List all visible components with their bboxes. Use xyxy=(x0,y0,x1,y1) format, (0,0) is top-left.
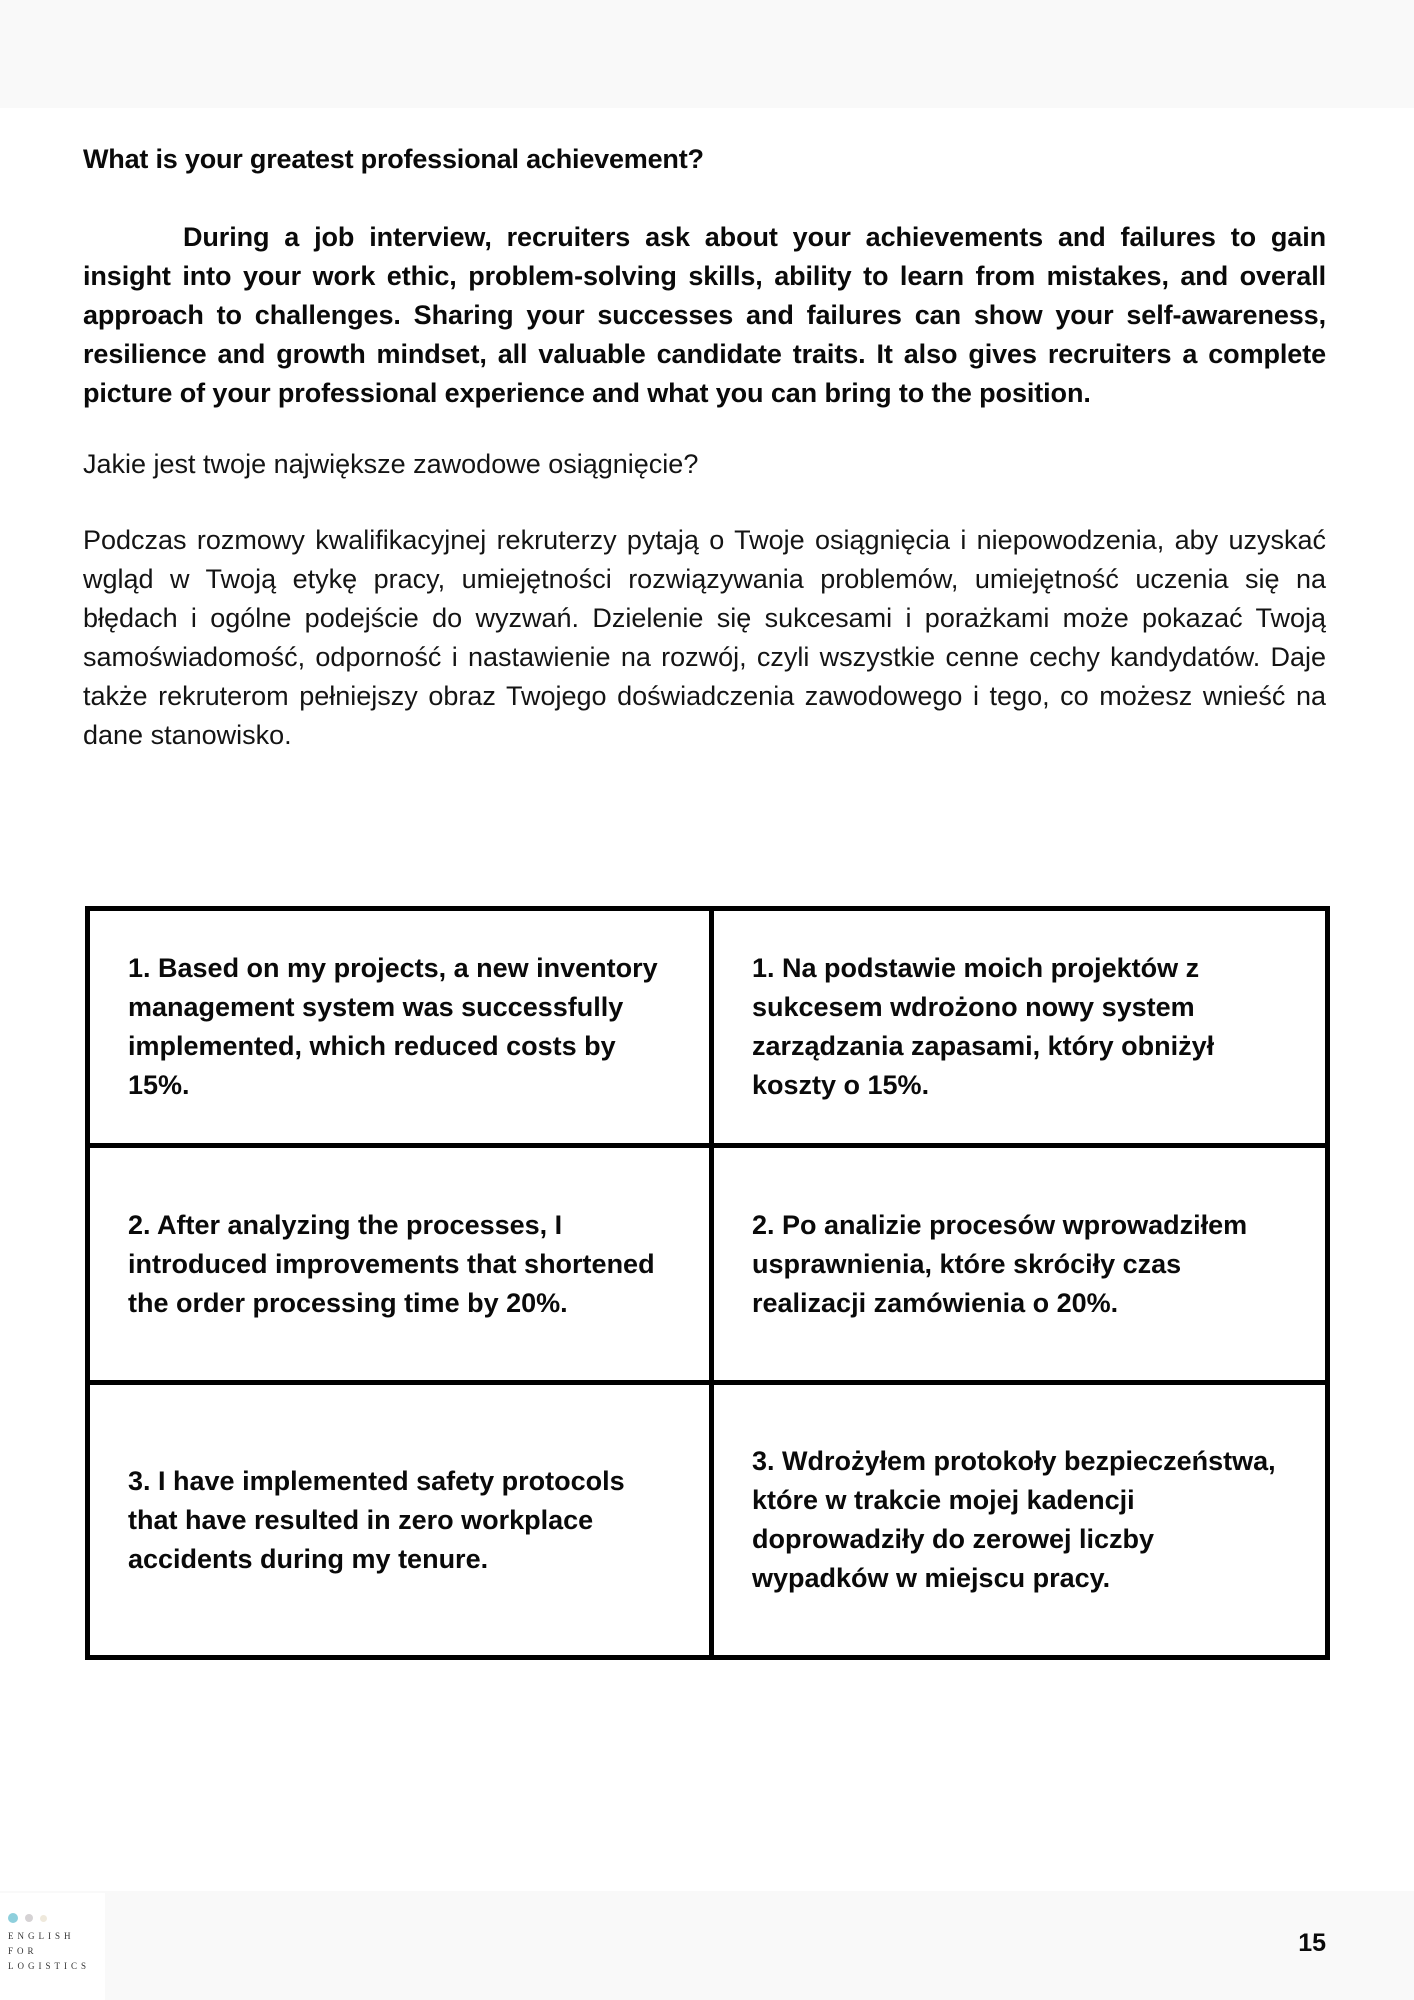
answer-english-cell: 1. Based on my projects, a new inventory management system was successfully implemented, which reduced costs by 15%. xyxy=(88,909,712,1146)
answers-table xyxy=(85,906,1330,1660)
english-for-logistics-logo xyxy=(0,1893,105,2000)
polish-question-heading: Jakie jest twoje największe zawodowe osiągnięcie? xyxy=(83,449,699,479)
page-content xyxy=(83,140,1326,755)
answer-polish-cell: 1. Na podstawie moich projektów z sukcesem wdrożono nowy system zarządzania zapasami, który obniżył koszty o 15%. xyxy=(712,909,1328,1146)
answer-polish-cell: 2. Po analizie procesów wprowadziłem usprawnienia, które skróciły czas realizacji zamówienia o 20%. xyxy=(712,1146,1328,1383)
english-explanation-paragraph: During a job interview, recruiters ask about your achievements and failures to gain insight into your work ethic, problem-solving skills, ability to learn from mistakes, and overall approach to challenges. Sharing your successes and failures can show your self-awareness, resilience and growth mindset, all valuable candidate traits. It also gives recruiters a complete picture of your professional experience and what you can bring to the position. xyxy=(83,222,1326,408)
polish-explanation-paragraph: Podczas rozmowy kwalifikacyjnej rekruterzy pytają o Twoje osiągnięcia i niepowodzenia, aby uzyskać wgląd w Twoją etykę pracy, umiejętności rozwiązywania problemów, umiejętność uczenia się na błędach i ogólne podejście do wyzwań. Dzielenie się sukcesami i porażkami może pokazać Twoją samoświadomość, odporność i nastawienie na rozwój, czyli wszystkie cenne cechy kandydatów. Daje także rekruterom pełniejszy obraz Twojego doświadczenia zawodowego i tego, co możesz wnieść na dane stanowisko. xyxy=(83,525,1326,750)
logo-wordmark xyxy=(8,1929,90,1974)
table-row xyxy=(88,1383,1328,1658)
logo-line-2: FOR xyxy=(8,1946,38,1956)
logo-dot-beige xyxy=(40,1915,47,1922)
logo-dot-blue xyxy=(8,1913,18,1923)
english-question-heading: What is your greatest professional achievement? xyxy=(83,144,704,174)
table-row xyxy=(88,1146,1328,1383)
answer-english-cell: 2. After analyzing the processes, I introduced improvements that shortened the order processing time by 20%. xyxy=(88,1146,712,1383)
logo-line-1: ENGLISH xyxy=(8,1931,75,1941)
logo-dots-icon xyxy=(8,1913,47,1923)
page-footer-band xyxy=(0,1891,1414,2000)
logo-dot-grey xyxy=(25,1914,33,1922)
answer-polish-cell: 3. Wdrożyłem protokoły bezpieczeństwa, które w trakcie mojej kadencji doprowadziły do zerowej liczby wypadków w miejscu pracy. xyxy=(712,1383,1328,1658)
answer-english-cell: 3. I have implemented safety protocols that have resulted in zero workplace accidents during my tenure. xyxy=(88,1383,712,1658)
table-row xyxy=(88,909,1328,1146)
page-number: 15 xyxy=(1298,1929,1326,1957)
page-header-band xyxy=(0,0,1414,108)
logo-line-3: LOGISTICS xyxy=(8,1961,91,1971)
